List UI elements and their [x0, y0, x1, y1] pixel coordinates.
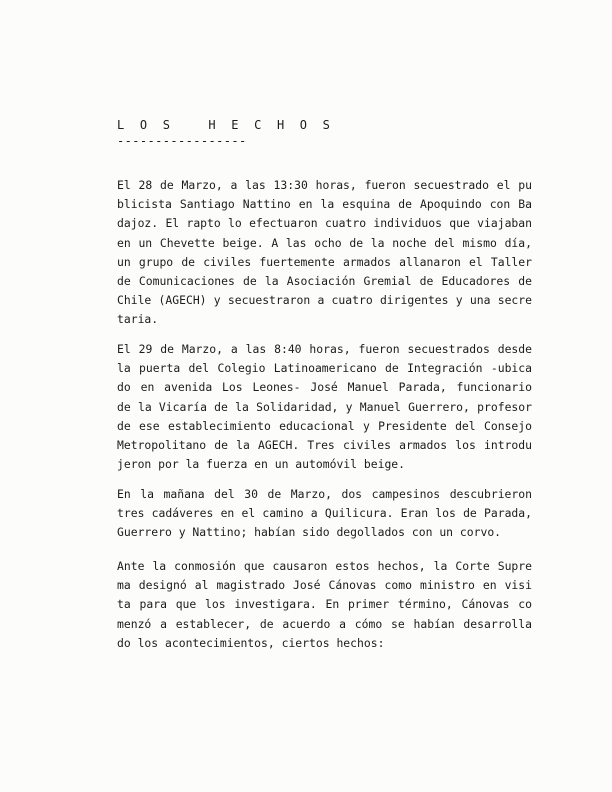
paragraph-line: jeron por la fuerza en un automóvil beige.: [117, 457, 406, 472]
paragraph-line: El 28 de Marzo, a las 13:30 horas, fueron secuestrado el pu: [117, 178, 532, 192]
paragraph-line: ma designó al magistrado José Cánovas como ministro en visi: [117, 578, 532, 593]
paragraph-line: Metropolitano de la AGECH. Tres civiles armados los introdu: [117, 438, 532, 453]
section-heading: L O S H E C H O S: [117, 118, 335, 132]
paragraph-line: menzó a establecer, de acuerdo a cómo se habían desarrolla: [117, 616, 532, 631]
bleed-through-decoration: [118, 108, 518, 112]
heading-underline: -----------------: [117, 134, 247, 148]
paragraph-line: de la Vicaría de la Solidaridad, y Manuel Guerrero, profesor: [117, 399, 532, 414]
paragraph-line: blicista Santiago Nattino en la esquina de Apoquindo con Ba: [117, 197, 532, 212]
paragraph-line: un grupo de civiles fuertemente armados allanaron el Taller: [117, 254, 532, 269]
paragraph-line: de ese establecimiento educacional y Presidente del Consejo: [117, 418, 532, 433]
paragraph-line: En la mañana del 30 de Marzo, dos campesinos descubrieron: [117, 487, 532, 501]
paragraph-line: de Comunicaciones de la Asociación Gremial de Educadores de: [117, 274, 532, 289]
paragraph-line: Guerrero y Nattino; habían sido degollados con un corvo.: [117, 525, 502, 540]
paragraph-4: [117, 557, 532, 653]
paragraph-line: do en avenida Los Leones- José Manuel Parada, funcionario: [117, 380, 532, 395]
paragraph-line: la puerta del Colegio Latinoamericano de Integración -ubica: [117, 361, 532, 376]
paragraph-line: ta para que los investigara. En primer término, Cánovas co: [117, 597, 532, 612]
paragraph-line: dajoz. El rapto lo efectuaron cuatro individuos que viajaban: [117, 216, 532, 231]
paragraph-line: do los acontecimientos, ciertos hechos:: [117, 635, 385, 650]
paragraph-line: taria.: [117, 312, 159, 327]
document-body: [117, 118, 532, 650]
paragraph-line: Chile (AGECH) y secuestraron a cuatro dirigentes y una secre: [117, 293, 532, 308]
paragraph-line: Ante la conmosión que causaron estos hechos, la Corte Supre: [117, 559, 532, 573]
paragraph-1: [117, 176, 532, 330]
paragraph-2: [117, 340, 532, 474]
paragraph-line: en un Chevette beige. A las ocho de la noche del mismo día,: [117, 235, 532, 250]
paragraph-line: tres cadáveres en el camino a Quilicura. Eran los de Parada,: [117, 506, 532, 521]
paragraph-line: El 29 de Marzo, a las 8:40 horas, fueron secuestrados desde: [117, 342, 532, 356]
paragraph-3: [117, 485, 532, 543]
